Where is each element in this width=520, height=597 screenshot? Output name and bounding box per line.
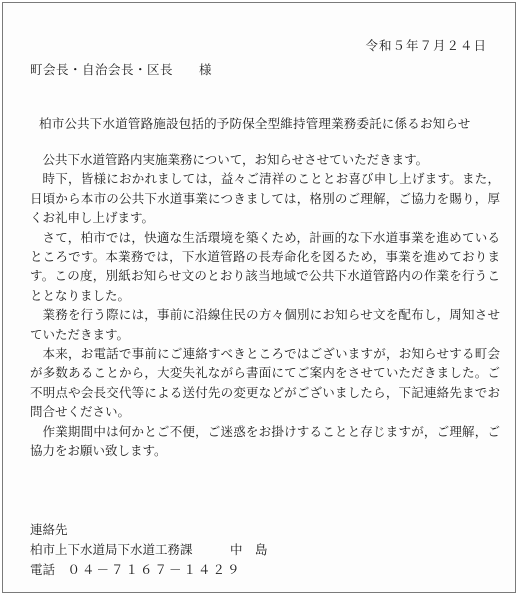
letter-subject: 柏市公共下水道管路施設包括的予防保全型維持管理業務委託に係るお知らせ — [39, 116, 471, 131]
contact-department: 柏市上下水道局下水道工務課 中 島 — [30, 542, 268, 557]
phone-label: 電話 — [30, 562, 56, 577]
letter-date: 令和５年７月２４日 — [365, 38, 487, 53]
body-paragraph-5: 本来，お電話で事前にご連絡すべきところではございますが，お知らせする町会が多数あることから，大変失礼ながら書面にてご案内をさせていただきました。ご不明点や会長交代等による送付先の変更などがございましたら，下記連絡先までお問合せください。 — [30, 346, 500, 420]
body-paragraph-2: 時下，皆様におかれましては，益々ご清祥のこととお喜び申し上げます。また，日頃から本市の公共下水道事業につきましては，格別のご理解，ご協力を賜り，厚くお礼申し上げます。 — [30, 171, 500, 226]
phone-number: ０４－７１６７－１４２９ — [67, 562, 242, 577]
letter-body — [30, 150, 500, 461]
body-paragraph-1: 公共下水道管路内実施業務について，お知らせさせていただきます。 — [42, 152, 429, 167]
contact-phone — [30, 560, 268, 580]
contact-heading: 連絡先 — [30, 522, 68, 537]
letter-recipient: 町会長・自治会長・区長 様 — [30, 62, 213, 77]
contact-block — [30, 520, 268, 580]
document-page — [2, 2, 516, 593]
body-paragraph-3: さて，柏市では，快適な生活環境を築くため，計画的な下水道事業を進めているところです。本業務では，下水道管路の長寿命化を図るため，事業を進めております。この度，別紙お知らせ文のとおり該当地域で公共下水道管路内の作業を行うこととなりました。 — [30, 229, 500, 303]
body-paragraph-6: 作業期間中は何かとご不便，ご迷惑をお掛けすることと存じますが，ご理解，ご協力をお願い致します。 — [30, 423, 500, 459]
body-paragraph-4: 業務を行う際には，事前に沿線住民の方々個別にお知らせ文を配布し，周知させていただきます。 — [30, 307, 500, 342]
